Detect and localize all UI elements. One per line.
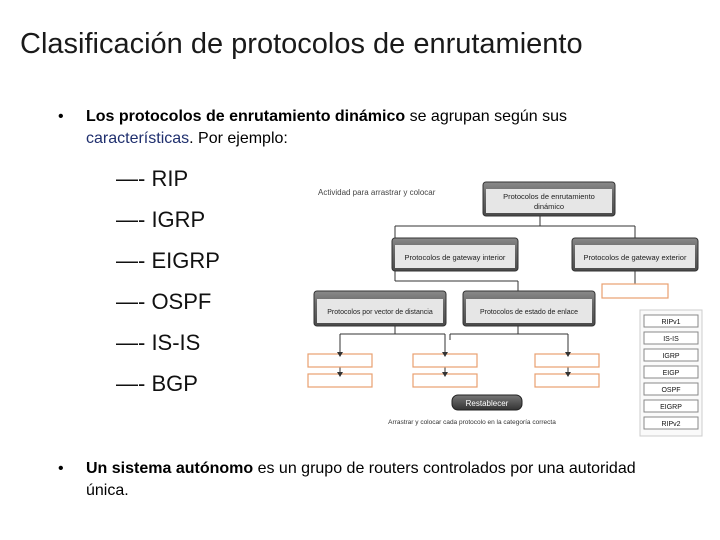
dv-category-label: Protocolos por vector de distancia	[327, 309, 433, 316]
protocol-item: —- OSPF	[116, 289, 212, 314]
bullet-text-part: . Por ejemplo:	[189, 130, 288, 147]
draggable-item-ripv2[interactable]	[644, 417, 698, 429]
reset-button[interactable]	[452, 395, 522, 410]
protocol-item: —- IS-IS	[116, 330, 201, 355]
draggable-item-eigp[interactable]	[644, 366, 698, 378]
bullet-marker: •	[58, 108, 64, 125]
bullet-text-part: características	[86, 130, 190, 147]
protocol-list	[116, 158, 220, 404]
drop-zone-egp[interactable]	[602, 284, 668, 298]
bullet-text	[86, 106, 646, 150]
drop-zone-ls-2[interactable]	[535, 374, 599, 387]
draggable-item-label: RIPv2	[661, 421, 681, 428]
root-category-label: dinámico	[533, 202, 565, 211]
protocol-item: —- RIP	[116, 166, 189, 191]
draggable-item-eigrp[interactable]	[644, 400, 698, 412]
egp-category-box	[572, 238, 698, 271]
slide-title: Clasificación de protocolos de enrutamiento	[20, 28, 583, 60]
protocol-item: —- EIGRP	[116, 248, 220, 273]
bullet-text	[86, 458, 646, 502]
protocol-item: —- BGP	[116, 371, 198, 396]
igp-category-box	[392, 238, 518, 271]
reset-button-label: Restablecer	[465, 399, 509, 408]
draggable-item-label: OSPF	[661, 387, 681, 394]
igp-category-label: Protocolos de gateway interior	[404, 253, 506, 262]
bullet-bold-text: Un sistema autónomo	[86, 460, 254, 477]
drop-zone-ls-1[interactable]	[535, 354, 599, 367]
activity-instruction: Arrastrar y colocar cada protocolo en la categoría correcta	[388, 419, 556, 426]
egp-category-label: Protocolos de gateway exterior	[583, 253, 687, 262]
draggable-item-ripv1[interactable]	[644, 315, 698, 327]
draggable-item-igrp[interactable]	[644, 349, 698, 361]
draggable-item-is-is[interactable]	[644, 332, 698, 344]
bullet-bold-text: Los protocolos de enrutamiento dinámico	[86, 108, 406, 125]
dv-category-box	[314, 291, 446, 326]
protocol-item: —- IGRP	[116, 207, 206, 232]
root-category-label: Protocolos de enrutamiento	[503, 192, 595, 201]
draggable-item-label: IGRP	[662, 353, 680, 360]
bullet-text-part: es un grupo de routers controlados por una autoridad única.	[86, 460, 636, 499]
root-category-box	[483, 182, 615, 216]
protocol-classification-diagram	[300, 176, 710, 438]
draggable-item-ospf[interactable]	[644, 383, 698, 395]
draggable-item-label: EIGP	[662, 370, 680, 377]
draggable-item-label: RIPv1	[661, 319, 681, 326]
ls-category-label: Protocolos de estado de enlace	[479, 309, 579, 316]
bullet-text-part: se agrupan según sus	[405, 108, 568, 125]
draggable-item-label: EIGRP	[660, 404, 682, 411]
bullet-marker: •	[58, 460, 64, 477]
draggable-protocol-list	[640, 310, 702, 436]
ls-category-box	[463, 291, 595, 326]
activity-heading: Actividad para arrastrar y colocar	[318, 188, 436, 197]
draggable-item-label: IS-IS	[663, 336, 679, 343]
